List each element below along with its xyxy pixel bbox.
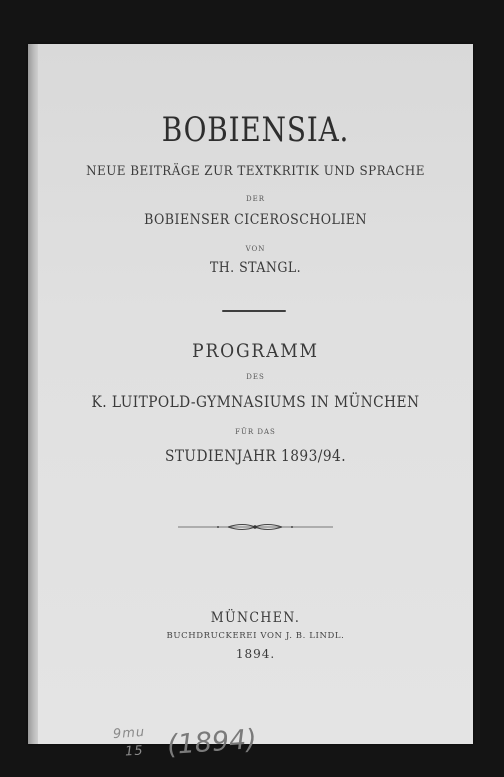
- school-year: STUDIENJAHR 1893/94.: [164, 446, 347, 465]
- book-subject: BOBIENSER CICEROSCHOLIEN: [144, 212, 367, 228]
- book-title: BOBIENSIA.: [161, 110, 350, 150]
- publication-place: MÜNCHEN.: [210, 610, 301, 626]
- book-subtitle: NEUE BEITRÄGE ZUR TEXTKRITIK UND SPRACHE: [86, 164, 425, 179]
- connector-des: DES: [246, 373, 265, 381]
- connector-von: VON: [245, 245, 266, 253]
- author-name: TH. STANGL.: [209, 260, 302, 276]
- printer-name: BUCHDRUCKEREI VON J. B. LINDL.: [166, 631, 345, 641]
- ornamental-divider: [178, 522, 333, 532]
- connector-der: DER: [246, 195, 265, 203]
- section-divider-rule: [222, 310, 286, 312]
- pencil-mark-line2: 15: [124, 743, 144, 760]
- pencil-mark-line1: 9mu: [112, 724, 146, 743]
- page-spine-edge: [28, 44, 38, 744]
- connector-fuer-das: FÜR DAS: [235, 428, 276, 436]
- pencil-shelfmark: [112, 723, 258, 770]
- institution-name: K. LUITPOLD-GYMNASIUMS IN MÜNCHEN: [91, 392, 420, 411]
- title-page-content: [38, 44, 473, 762]
- publication-year: 1894.: [235, 647, 276, 661]
- pencil-year: (1894): [166, 723, 258, 762]
- program-heading: PROGRAMM: [192, 340, 319, 362]
